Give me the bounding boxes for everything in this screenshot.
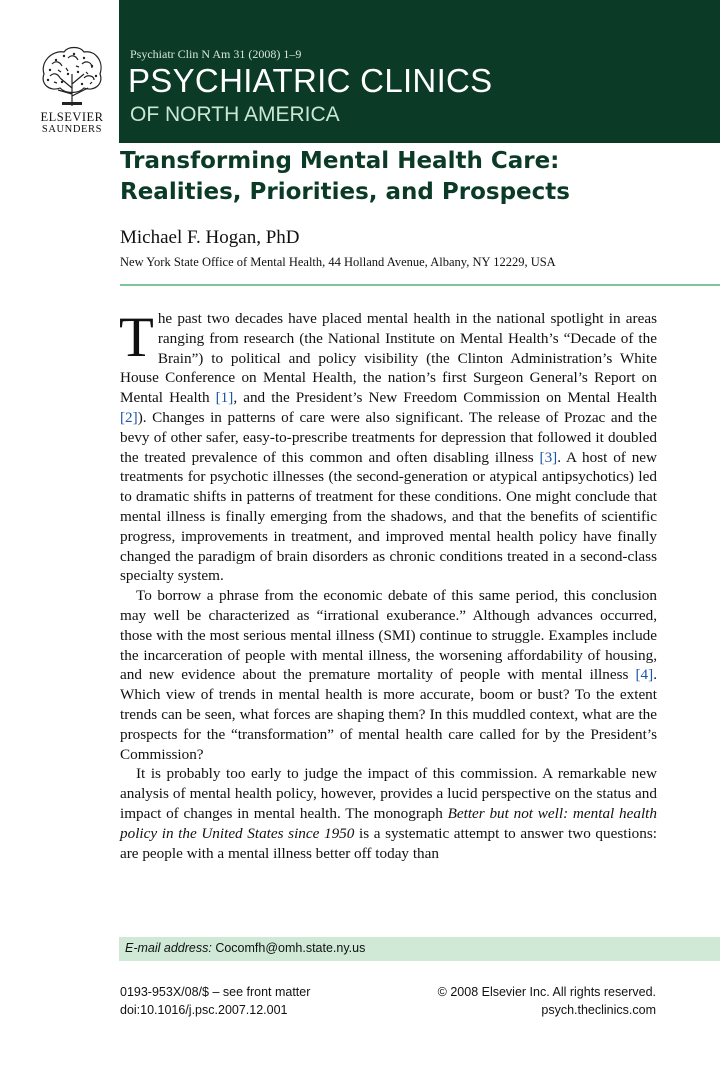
- publisher-logo: [36, 44, 108, 140]
- journal-website[interactable]: psych.theclinics.com: [541, 1003, 656, 1017]
- article-body: [119, 306, 657, 863]
- citation-link-3[interactable]: [3]: [539, 448, 558, 466]
- email-address[interactable]: Cocomfh@omh.state.ny.us: [215, 941, 366, 955]
- elsevier-tree-icon: [38, 44, 106, 108]
- paragraph-text: he past two decades have placed mental health in the national spotlight in areas ranging from research (the National Institute on Mental Health’s “Decade of the Brain”) to political and policy visibility (the Clinton Administration’s White House Conference on Mental Health, the nation’s first Surgeon General’s Report on Mental Health: [120, 310, 657, 407]
- article-title-line-2: Realities, Priorities, and Prospects: [120, 179, 570, 205]
- publisher-name: ELSEVIER: [40, 110, 104, 124]
- footnote-band: [119, 937, 720, 961]
- paragraph-text: It is probably too early to judge the impact of this commission. A remarkable new analysis of mental health policy, however, provides a lucid perspective on the status and impact of changes in mental health. The monograph: [120, 765, 657, 822]
- paragraph-1: [119, 306, 657, 586]
- citation-link-4[interactable]: [4]: [635, 666, 654, 684]
- drop-cap: T: [119, 306, 154, 369]
- journal-subtitle: OF NORTH AMERICA: [130, 103, 340, 126]
- email-footnote: [125, 941, 365, 955]
- article-title-line-1: Transforming Mental Health Care:: [120, 148, 560, 174]
- paragraph-2: [120, 586, 657, 764]
- article-title: [120, 146, 710, 208]
- paragraph-text: . Which view of trends in mental health is more accurate, boom or bust? To the extent trends can be seen, what forces are shaping them? In this muddled context, what are the prospects for the “transformation” of mental health care called for by the President’s Commission?: [120, 666, 657, 763]
- paragraph-text: ). Changes in patterns of care were also significant. The release of Prozac and the bevy of other safer, easy-to-prescribe treatments for depression that followed it doubled the treated prevalence of this common and often disabling illness: [120, 408, 657, 466]
- journal-citation: Psychiatr Clin N Am 31 (2008) 1–9: [130, 47, 302, 61]
- publisher-imprint: SAUNDERS: [41, 124, 103, 135]
- email-label: E-mail address:: [125, 941, 212, 955]
- paragraph-text: To borrow a phrase from the economic debate of this same period, this conclusion may well be characterized as “irrational exuberance.” Although advances occurred, those with the most serious mental illness (SMI) continue to struggle. Examples include the incarceration of people with mental illness, the worsening affordability of housing, and new evidence about the premature mortality of people with mental illness: [120, 587, 657, 684]
- paragraph-text: , and the President’s New Freedom Commission on Mental Health: [233, 389, 657, 407]
- citation-link-2[interactable]: [2]: [120, 408, 138, 426]
- issn-line: 0193-953X/08/$ – see front matter: [120, 985, 311, 999]
- citation-link-1[interactable]: [1]: [215, 389, 234, 407]
- journal-banner: [119, 0, 720, 143]
- journal-title: PSYCHIATRIC CLINICS: [128, 62, 493, 99]
- author-affiliation: New York State Office of Mental Health, 44 Holland Avenue, Albany, NY 12229, USA: [120, 255, 556, 269]
- author-name: Michael F. Hogan, PhD: [120, 227, 300, 248]
- footer-left: [120, 983, 310, 1019]
- header-divider: [120, 284, 720, 286]
- paragraph-3: [120, 764, 657, 863]
- paragraph-text: . A host of new treatments for psychotic illnesses (the second-generation or atypical antipsychotics) led to dramatic shifts in patterns of treatment for these conditions. One might conclude that mental illness is finally emerging from the shadows, and that the benefits of scientific progress, improvements in treatment, and improved mental health policy have finally changed the paradigm of brain disorders as chronic conditions treated in a second-class specialty system.: [120, 448, 657, 585]
- book-title: Better but not well: mental health policy in the United States since 1950: [120, 804, 657, 842]
- doi-line[interactable]: doi:10.1016/j.psc.2007.12.001: [120, 1003, 288, 1017]
- paragraph-text: is a systematic attempt to answer two questions: are people with a mental illness better off today than: [120, 824, 657, 862]
- copyright-line: © 2008 Elsevier Inc. All rights reserved.: [437, 985, 656, 999]
- footer-right: [438, 983, 656, 1019]
